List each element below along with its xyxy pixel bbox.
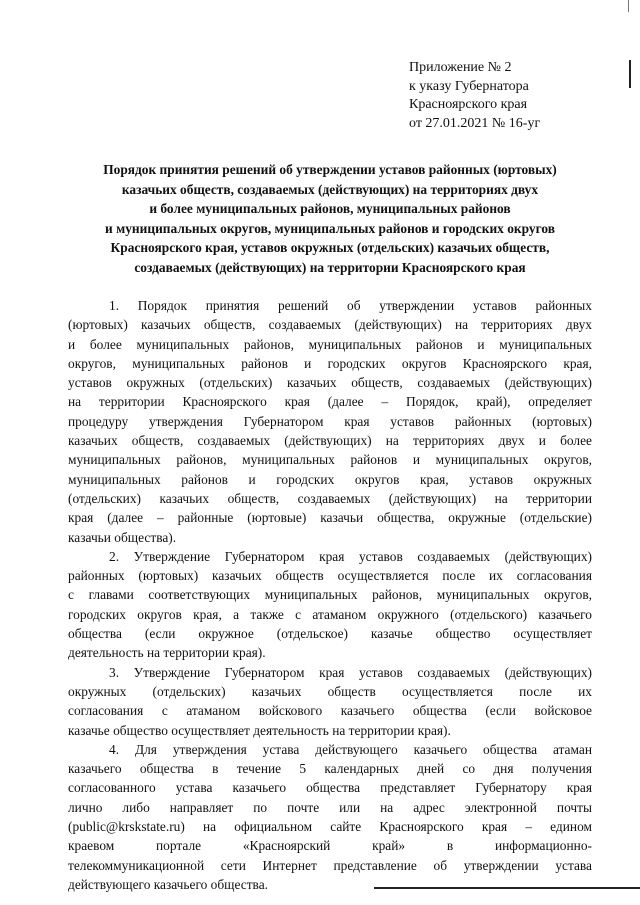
text-line: 2. Утверждение Губернатором края уставов создаваемых (действующих): [109, 548, 592, 564]
text-line: (юртовых) казачьих обществ, создаваемых (действующих) на территориях двух: [68, 317, 592, 333]
text-line: 1. Порядок принятия решений об утверждении уставов районных: [109, 298, 592, 313]
title-line: и более муниципальных районов, муниципальных районов: [149, 201, 511, 216]
title-line: Красноярского края, уставов окружных (отдельских) казачьих обществ,: [110, 240, 550, 255]
text-line: согласования с атаманом войскового казачьего общества (если войсковое: [68, 703, 592, 719]
paragraph-4: [68, 740, 592, 894]
text-line: казачьих обществ, создаваемых (действующих) на территориях двух и более: [68, 433, 592, 449]
scan-mark-top: [628, 0, 629, 12]
text-line: 4. Для утверждения устава действующего казачьего общества атаман: [109, 741, 592, 757]
text-line: районных (юртовых) казачьих обществ осуществляется после их согласования: [68, 568, 592, 584]
text-line: краевом портале «Красноярский край» в информационно-: [68, 838, 592, 854]
text-line: общества (если окружное (отдельское) казачье общество осуществляет: [68, 626, 592, 642]
text-line: лично либо направляет по почте или на адрес электронной почты: [68, 799, 592, 815]
paragraph-1: [68, 296, 592, 547]
text-line: телекоммуникационной сети Интернет представление об утверждении устава: [68, 857, 592, 873]
text-line: казачьего общества в течение 5 календарных дней со дня получения: [68, 761, 592, 777]
text-line: муниципальных районов, муниципальных районов и муниципальных округов,: [68, 452, 592, 468]
title-line: казачьих обществ, создаваемых (действующих) на территориях двух: [121, 181, 539, 197]
text-line: действующего казачьего общества.: [68, 876, 268, 892]
header-line: к указу Губернатора: [409, 78, 529, 94]
text-line: (public@krskstate.ru) на официальном сайте Красноярского края – едином: [68, 819, 592, 835]
text-line: деятельность на территории края).: [68, 645, 266, 661]
text-line: и более муниципальных районов, муниципальных районов и муниципальных: [68, 336, 592, 352]
text-line: муниципальных районов и городских округов края, уставов окружных: [68, 471, 592, 487]
paragraph-3: [68, 663, 592, 740]
title-line: создаваемых (действующих) на территории Красноярского края: [134, 259, 526, 275]
text-line: уставов окружных (отдельских) казачьих обществ, создаваемых (действующих): [68, 375, 592, 391]
text-line: процедуру утверждения Губернатором края уставов районных (юртовых): [68, 413, 592, 429]
header-line: Красноярского края: [409, 97, 528, 112]
text-line: казачьи общества).: [68, 529, 177, 545]
scan-mark-right: [629, 60, 631, 88]
text-line: края (далее – районные (юртовые) казачьи общества, окружные (отдельские): [68, 510, 592, 526]
text-line: на территории Красноярского края (далее – Порядок, край), определяет: [68, 394, 592, 410]
text-line: городских округов края, а также с атаманом окружного (отдельского) казачьего: [68, 606, 592, 622]
document-body: [68, 296, 592, 894]
paragraph-2: [68, 547, 592, 663]
header-line: от 27.01.2021 № 16-уг: [409, 115, 541, 131]
bottom-divider: [374, 887, 640, 889]
title-line: Порядок принятия решений об утверждении уставов районных (юртовых): [103, 162, 557, 177]
header-line: Приложение № 2: [409, 60, 512, 75]
text-line: окружных (отдельских) казачьих обществ осуществляется после их: [68, 683, 592, 699]
text-line: 3. Утверждение Губернатором края уставов создаваемых (действующих): [109, 664, 592, 680]
document-title: [70, 160, 590, 277]
text-line: с главами соответствующих муниципальных районов, муниципальных округов,: [68, 587, 592, 603]
text-line: округов, муниципальных районов и городских округов Красноярского края,: [68, 355, 592, 371]
text-line: (отдельских) казачьих обществ, создаваемых (действующих) на территории: [68, 490, 592, 506]
text-line: казачье общество осуществляет деятельность на территории края).: [68, 722, 451, 738]
appendix-header: [409, 59, 629, 133]
text-line: согласованного устава казачьего общества представляет Губернатору края: [68, 780, 592, 796]
title-line: и муниципальных округов, муниципальных районов и городских округов: [105, 220, 555, 236]
